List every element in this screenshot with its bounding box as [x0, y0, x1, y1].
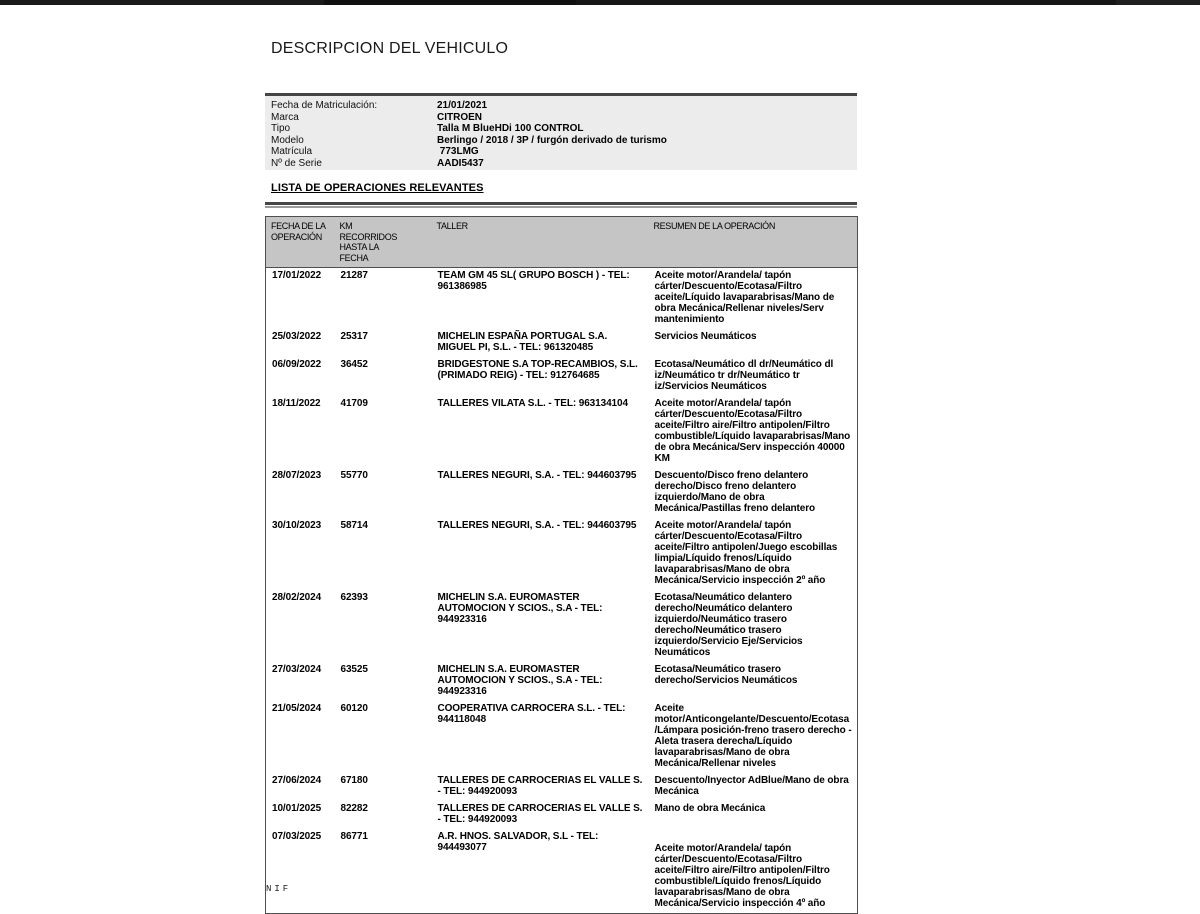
- cell-km: 62393: [340, 592, 368, 603]
- vehicle-info-box: [265, 93, 857, 170]
- cell-taller: BRIDGESTONE S.A TOP-RECAMBIOS, S.L. (PRIMADO REIG) - TEL: 912764685: [437, 359, 638, 381]
- column-header-label: RESUMEN DE LA OPERACIÓN: [653, 221, 775, 231]
- table-row: [266, 701, 858, 773]
- cell-taller: MICHELIN ESPAÑA PORTUGAL S.A. MIGUEL PI, S.L. - TEL: 961320485: [437, 331, 608, 353]
- cell-fecha: 06/09/2022: [272, 359, 322, 370]
- column-header: [649, 217, 858, 268]
- cell-taller: TALLERES DE CARROCERIAS EL VALLE S. - TEL: 944920093: [437, 803, 643, 825]
- cell-km: 63525: [340, 664, 368, 675]
- cell-resumen: Aceite motor/Arandela/ tapón cárter/Descuento/Ecotasa/Filtro aceite/Filtro antipolen/Juego escobillas limpia/Líquido frenos/Líquido lavaparabrisas/Mano de obra Mecánica/Servicio inspección 2º año: [654, 520, 838, 586]
- cell-resumen: Descuento/Inyector AdBlue/Mano de obra Mecánica: [654, 775, 849, 797]
- cell-fecha: 07/03/2025: [272, 831, 322, 842]
- info-row: [271, 100, 857, 112]
- table-header-row: [266, 217, 858, 268]
- cell-fecha: 28/02/2024: [272, 592, 322, 603]
- cell-km: 82282: [340, 803, 368, 814]
- info-row: [271, 135, 857, 147]
- table-row: [266, 590, 858, 662]
- info-label: Marca: [271, 111, 299, 123]
- info-label: Nº de Serie: [271, 157, 322, 169]
- column-header-label: KM RECORRIDOS HASTA LA FECHA: [339, 221, 398, 263]
- page-title: DESCRIPCION DEL VEHICULO: [271, 40, 509, 57]
- cell-fecha: 27/06/2024: [272, 775, 322, 786]
- cell-taller: COOPERATIVA CARROCERA S.L. - TEL: 944118048: [437, 703, 626, 725]
- cell-fecha: 25/03/2022: [272, 331, 322, 342]
- cell-resumen: Ecotasa/Neumático dl dr/Neumático dl iz/Neumático tr dr/Neumático tr iz/Servicios Neumáticos: [654, 359, 834, 392]
- column-header: [335, 217, 432, 268]
- column-header: [432, 217, 649, 268]
- footer-nif-label: NIF: [266, 884, 292, 894]
- cell-taller: TEAM GM 45 SL( GRUPO BOSCH ) - TEL: 961386985: [437, 270, 630, 292]
- info-value: Berlingo / 2018 / 3P / furgón derivado de turismo: [437, 134, 667, 146]
- column-header-label: FECHA DE LA OPERACIÓN: [271, 221, 326, 242]
- cell-fecha: 30/10/2023: [272, 520, 322, 531]
- cell-resumen: Ecotasa/Neumático trasero derecho/Servicios Neumáticos: [654, 664, 798, 686]
- cell-fecha: 28/07/2023: [272, 470, 322, 481]
- cell-taller: TALLERES VILATA S.L. - TEL: 963134104: [437, 398, 628, 409]
- info-value: CITROEN: [437, 111, 482, 123]
- cell-fecha: 21/05/2024: [272, 703, 322, 714]
- cell-resumen: Aceite motor/Arandela/ tapón cárter/Descuento/Ecotasa/Filtro aceite/Filtro aire/Filtro antipolen/Filtro combustible/Líquido frenos/Líquido lavaparabrisas/Mano de obra Mecánica/Servicio inspección 4º año: [654, 843, 830, 909]
- cell-fecha: 27/03/2024: [272, 664, 322, 675]
- section-divider: [265, 202, 857, 208]
- cell-taller: MICHELIN S.A. EUROMASTER AUTOMOCION Y SCIOS., S.A - TEL: 944923316: [437, 592, 603, 625]
- info-label: Fecha de Matriculación:: [271, 100, 378, 111]
- cell-fecha: 10/01/2025: [272, 803, 322, 814]
- info-row: [271, 123, 857, 135]
- cell-resumen: Servicios Neumáticos: [654, 331, 757, 342]
- table-row: [266, 662, 858, 701]
- cell-fecha: 17/01/2022: [272, 270, 322, 281]
- cell-fecha: 18/11/2022: [272, 398, 321, 409]
- cell-taller: TALLERES NEGURI, S.A. - TEL: 944603795: [437, 520, 637, 531]
- cell-resumen: Ecotasa/Neumático delantero derecho/Neumático delantero izquierdo/Neumático trasero derecho/Neumático trasero izquierdo/Servicio Eje/Servicios Neumáticos: [654, 592, 803, 658]
- cell-km: 25317: [340, 331, 368, 342]
- cell-taller: MICHELIN S.A. EUROMASTER AUTOMOCION Y SCIOS., S.A - TEL: 944923316: [437, 664, 603, 697]
- info-value: 773LMG: [437, 146, 479, 158]
- cell-km: 36452: [340, 359, 368, 370]
- table-row: [266, 801, 858, 829]
- table-row: [266, 329, 858, 357]
- cell-resumen: Aceite motor/Arandela/ tapón cárter/Descuento/Ecotasa/Filtro aceite/Filtro aire/Filtro antipolen/Filtro combustible/Líquido lavaparabrisas/Mano de obra Mecánica/Serv inspección 40000 KM: [654, 398, 851, 464]
- table-row: [266, 468, 858, 518]
- table-row: [266, 357, 858, 396]
- cell-taller: TALLERES NEGURI, S.A. - TEL: 944603795: [437, 470, 637, 481]
- cell-taller: TALLERES DE CARROCERIAS EL VALLE S. - TEL: 944920093: [437, 775, 643, 797]
- table-row: [266, 396, 858, 468]
- table-body: [266, 268, 858, 914]
- cell-km: 21287: [340, 270, 368, 281]
- cell-resumen: Descuento/Disco freno delantero derecho/Disco freno delantero izquierdo/Mano de obra Mecánica/Pastillas freno delantero: [654, 470, 816, 514]
- table-row: [266, 518, 858, 590]
- info-row: [271, 112, 857, 124]
- window-top-bar: [0, 0, 1200, 5]
- cell-resumen: Aceite motor/Arandela/ tapón cárter/Descuento/Ecotasa/Filtro aceite/Líquido lavaparabrisas/Mano de obra Mecánica/Rellenar niveles/Serv mantenimiento: [654, 270, 835, 325]
- cell-km: 86771: [340, 831, 368, 842]
- table-row: [266, 268, 858, 330]
- cell-km: 67180: [340, 775, 368, 786]
- cell-taller: A.R. HNOS. SALVADOR, S.L - TEL: 944493077: [437, 831, 599, 853]
- column-header: [266, 217, 335, 268]
- info-value: Talla M BlueHDi 100 CONTROL: [437, 123, 584, 135]
- info-value: 21/01/2021: [437, 100, 488, 111]
- cell-km: 60120: [340, 703, 368, 714]
- info-label: Tipo: [271, 123, 291, 135]
- cell-km: 41709: [340, 398, 368, 409]
- info-label: Matrícula: [271, 146, 313, 158]
- column-header-label: TALLER: [436, 221, 468, 231]
- operations-heading: LISTA DE OPERACIONES RELEVANTES: [271, 182, 484, 194]
- cell-resumen: Mano de obra Mecánica: [654, 803, 766, 814]
- operations-table: [265, 216, 858, 914]
- info-row: [271, 158, 857, 170]
- table-row: [266, 773, 858, 801]
- info-value: AADI5437: [437, 157, 484, 169]
- cell-km: 55770: [340, 470, 368, 481]
- table-row: [266, 829, 858, 914]
- info-label: Modelo: [271, 134, 304, 146]
- cell-km: 58714: [340, 520, 368, 531]
- info-row: [271, 146, 857, 158]
- cell-resumen: Aceite motor/Anticongelante/Descuento/Ecotasa /Lámpara posición-freno trasero derecho - Aleta trasera derecha/Líquido lavaparabrisas/Mano de obra Mecánica/Rellenar niveles: [654, 703, 852, 769]
